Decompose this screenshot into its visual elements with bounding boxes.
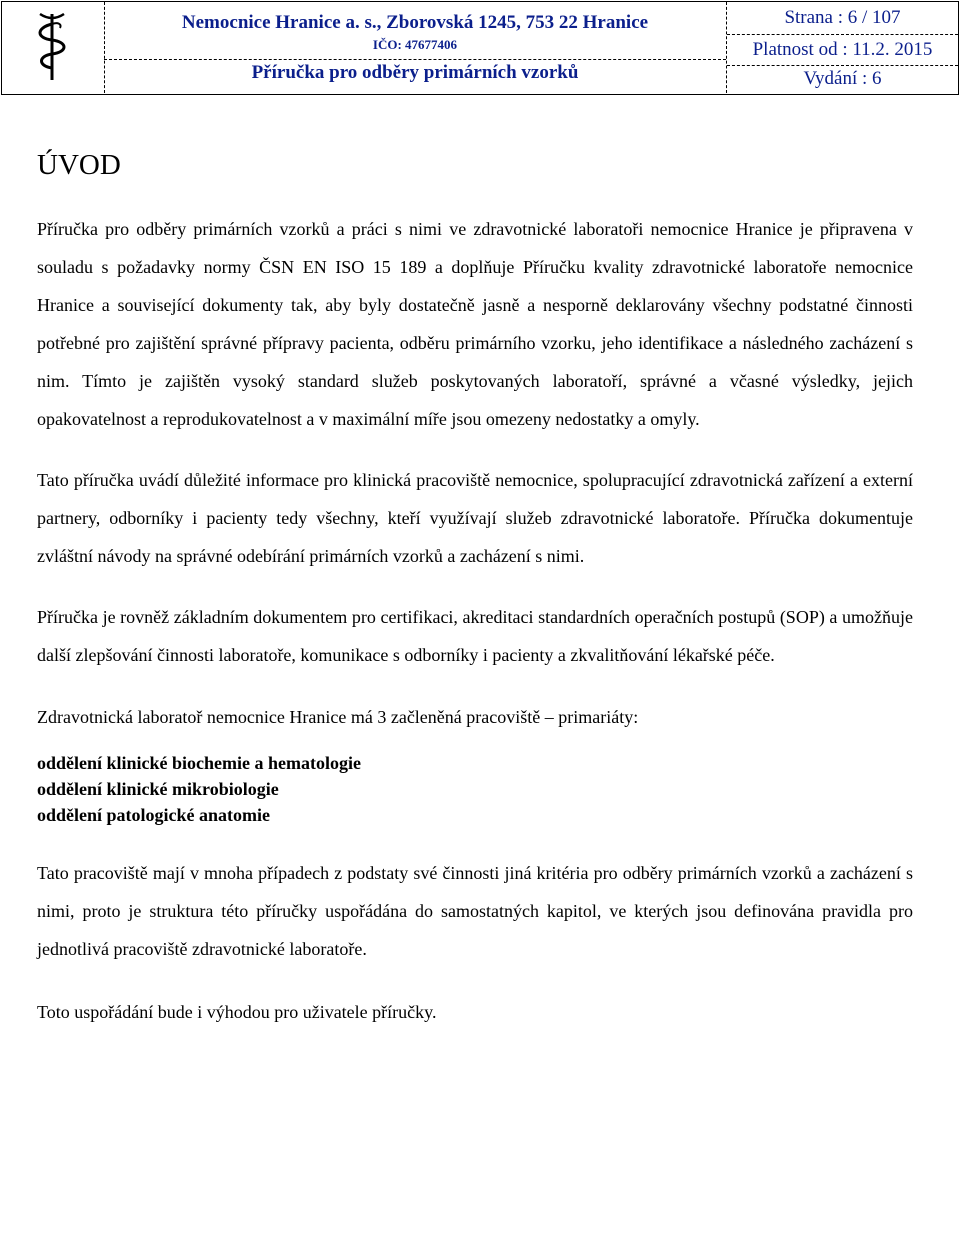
header-separator: [104, 59, 726, 60]
list-item: oddělení klinické mikrobiologie: [37, 779, 279, 799]
paragraph: Tato příručka uvádí důležité informace pro klinická pracoviště nemocnice, spolupracující zdravotnická zařízení a externí partnery, odborníky i pacienty tedy všechny, kteří využívají služeb zdravotnické laboratoře. Příručka dokumentuje zvláštní návody na správné odebírání primárních vzorků a zacházení s nimi.: [37, 470, 913, 566]
paragraph: Příručka pro odběry primárních vzorků a práci s nimi ve zdravotnické laboratoři nemocnice Hranice je připravena v souladu s požadavky normy ČSN EN ISO 15 189 a doplňuje Příručku kvality zdravotnické laboratoře nemocnice Hranice a související dokumenty tak, aby byly dostatečně jasně a nesporně deklarovány všechny podstatné činnosti potřebné pro zajištění správné přípravy pacienta, odběru primárního vzorku, jeho identifikace a následného zacházení s nim. Tímto je zajištěn vysoký standard služeb poskytovaných laboratoří, správné a včasné výsledky, jejich opakovatelnost a reprodukovatelnost a v maximální míře jsou omezeny nedostatky a omyly.: [37, 219, 913, 429]
hospital-logo: [0, 0, 104, 96]
paragraph: Příručka je rovněž základním dokumentem pro certifikaci, akreditaci standardních operačních postupů (SOP) a umožňuje další zlepšování činnosti laboratoře, komunikace s odborníky i pacienty a zkvalitňování lékařské péče.: [37, 607, 913, 665]
department-list: [37, 750, 913, 828]
paragraph: Tato pracoviště mají v mnoha případech z podstaty své činnosti jiná kritéria pro odběry primárních vzorků a zacházení s nimi, proto je struktura této příručky uspořádána do samostatných kapitol, ve kterých jsou definována pravidla pro jednotlivá pracoviště zdravotnické laboratoře.: [37, 863, 913, 959]
page-number: Strana : 6 / 107: [784, 7, 901, 28]
section-heading: ÚVOD: [37, 149, 121, 181]
valid-from: Platnost od : 11.2. 2015: [727, 34, 958, 66]
company-id: IČO: 47677406: [372, 37, 458, 52]
paragraph: Zdravotnická laboratoř nemocnice Hranice má 3 začleněná pracoviště – primariáty:: [37, 707, 639, 727]
list-item: oddělení klinické biochemie a hematologie: [37, 753, 361, 773]
asclepius-staff-icon: [30, 10, 74, 82]
list-item: oddělení patologické anatomie: [37, 805, 270, 825]
paragraph: Toto uspořádání bude i výhodou pro uživatele příručky.: [37, 1002, 437, 1022]
institution-name: Nemocnice Hranice a. s., Zborovská 1245, 753 22 Hranice: [181, 12, 649, 33]
document-body: [37, 140, 913, 1031]
document-header: [0, 0, 960, 96]
manual-title: Příručka pro odběry primárních vzorků: [251, 62, 579, 83]
edition: Vydání : 6: [803, 68, 882, 89]
